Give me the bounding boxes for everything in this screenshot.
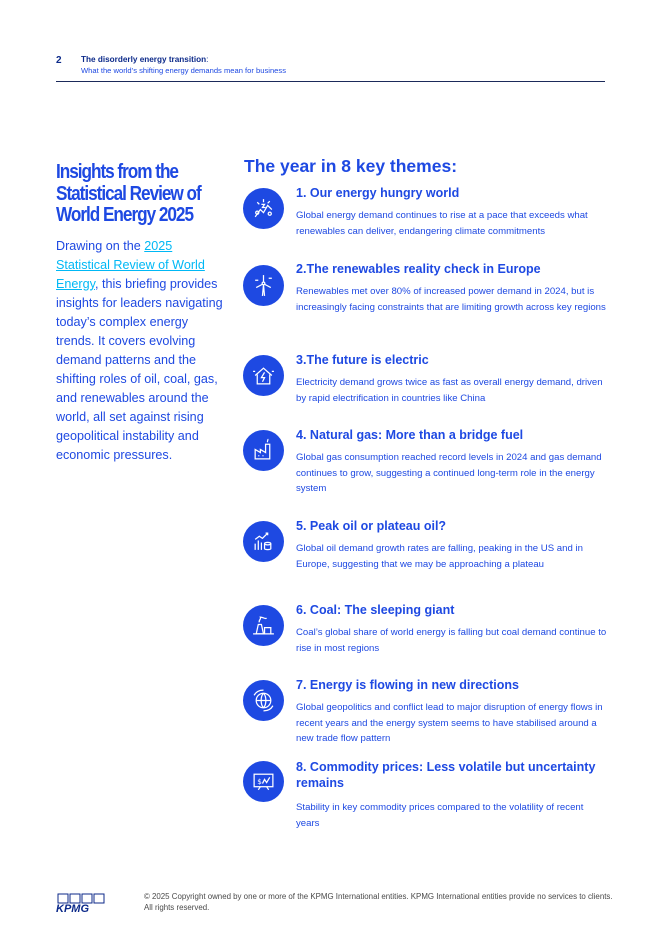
theme-title-text: Energy is flowing in new directions <box>309 678 519 692</box>
insights-title <box>56 162 228 227</box>
kpmg-logo <box>56 893 106 913</box>
theme-description: Stability in key commodity prices compared to the volatility of recent years <box>296 802 584 829</box>
theme-number: 5. <box>296 519 307 533</box>
document-subtitle: What the world’s shifting energy demands mean for business <box>81 66 286 75</box>
theme-number: 6. <box>296 603 307 617</box>
theme-number: 3. <box>296 353 307 367</box>
theme-title-text: Commodity prices: Less volatile but uncertainty remains <box>296 760 596 790</box>
statistical-review-link[interactable]: 2025 Statistical Review of World Energy <box>56 238 205 291</box>
theme-number: 4. <box>296 428 307 442</box>
insights-title-line: Insights from the <box>56 161 178 183</box>
electric-house-icon <box>243 355 284 396</box>
gas-factory-icon <box>243 430 284 471</box>
coal-plant-icon <box>243 605 284 646</box>
theme-title <box>296 262 608 278</box>
theme-description: Global energy demand continues to rise at a pace that exceeds what renewables can deliver, endangering climate commitments <box>296 210 588 237</box>
theme-number: 1. <box>296 186 307 200</box>
theme-title-text: Natural gas: More than a bridge fuel <box>309 428 524 442</box>
theme-number: 8. <box>296 760 307 774</box>
theme-title <box>296 428 608 444</box>
theme-title <box>296 353 608 369</box>
copyright-notice: © 2025 Copyright owned by one or more of the KPMG International entities. KPMG International entities provide no services to clients. All rights reserved. <box>144 892 613 913</box>
wind-turbine-icon <box>243 265 284 306</box>
theme-description: Electricity demand grows twice as fast as overall energy demand, driven by rapid electrification in countries like China <box>296 377 603 404</box>
intro-paragraph <box>56 237 226 465</box>
theme-number: 7. <box>296 678 307 692</box>
svg-text:$: $ <box>257 777 262 787</box>
intro-text: , this briefing provides insights for leaders navigating today’s complex energy trends. It covers evolving demand patterns and the shifting roles of oil, coal, gas, and renewables around the world, all set against rising geopolitical instability and economic pressures. <box>56 276 223 462</box>
theme-title-text: Coal: The sleeping giant <box>309 603 455 617</box>
theme-title-text: Peak oil or plateau oil? <box>309 519 447 533</box>
document-title-colon: : <box>206 55 209 64</box>
theme-number: 2. <box>296 262 307 276</box>
price-board-icon <box>243 761 284 802</box>
insights-title-line: World Energy 2025 <box>56 204 194 226</box>
insights-panel <box>56 162 226 465</box>
theme-description: Renewables met over 80% of increased power demand in 2024, but is increasingly facing constraints that are limiting growth across key regions <box>296 286 606 313</box>
theme-title <box>296 519 608 535</box>
document-title-text: The disorderly energy transition <box>81 55 207 64</box>
kpmg-logo-text: KPMG <box>56 903 89 913</box>
theme-description: Global geopolitics and conflict lead to major disruption of energy flows in recent years and the energy system seems to have stabilised around a new trade flow pattern <box>296 702 603 744</box>
theme-title <box>296 186 608 202</box>
globe-flow-icon <box>243 680 284 721</box>
theme-description: Coal’s global share of world energy is falling but coal demand continue to rise in most regions <box>296 627 607 654</box>
theme-description: Global oil demand growth rates are falling, peaking in the US and in Europe, suggesting that we may be approaching a plateau <box>296 543 583 570</box>
intro-text: Drawing on the <box>56 238 145 253</box>
theme-title-text: The renewables reality check in Europe <box>306 262 541 276</box>
insights-title-line: Statistical Review of <box>56 182 201 205</box>
energy-demand-icon <box>243 188 284 229</box>
theme-title <box>296 760 608 791</box>
theme-title <box>296 603 608 619</box>
oil-chart-icon <box>243 521 284 562</box>
document-title <box>81 55 208 64</box>
theme-title <box>296 678 608 694</box>
themes-heading: The year in 8 key themes: <box>244 156 458 176</box>
theme-title-text: Our energy hungry world <box>309 186 460 200</box>
theme-description: Global gas consumption reached record levels in 2024 and gas demand continues to grow, suggesting a continued long-term role in the energy system <box>296 452 602 494</box>
theme-title-text: The future is electric <box>306 353 429 367</box>
page-header <box>56 54 605 82</box>
page-number: 2 <box>56 55 62 66</box>
